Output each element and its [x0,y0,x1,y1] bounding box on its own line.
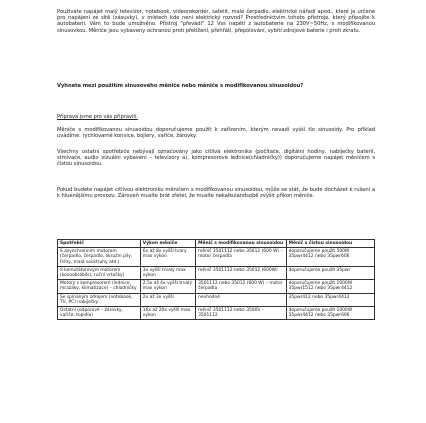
table-cell: Se spínaným zdrojem (notebook, TV, PC) nabíječky [58,293,141,306]
table-row [58,248,375,267]
intro-paragraph: Používáte napájet malý televizor, notebook, videorekordér, satelit, malé čerpadlo, elektrické nářadí apod., které je určené pro napájení ze sítě (zásuvky), v místech kde není elektrický rozvod? Prostřednictvím tohoto přístroje, který připojíte k autobaterii. Vám to bude umožněno. Přístroj "převádí" 12 Vss napětí z autobaterie na 230V~50Hz, s modifikovanou sinusovkou. Měniče jsou vybaveny ochranou proti přetížení, přehřátí, přepólování, vybití zdrojové baterie i proti zkratu. [57,9,375,34]
table-cell: doporučujeme použít 1000W 35pwr4412 nebo 35pwr606 [286,307,374,320]
table-cell: S komutátorovým motorem (kovoobráběcí, ruční vrtačky) [58,266,141,279]
table-cell: doporučujeme použít 500W 35pwr4412 nebo 35pwr606 [286,248,374,267]
table-header-cell: Výkon měniče [140,240,195,248]
table-header-cell: Spotřebič [58,240,141,248]
table-cell: 2x až 3x vyšší [140,293,195,306]
table-cell: S asynchronním motorem (čerpadlo, čerpadlo, okružní pily, frézy, malá soustruhy atd.) [58,248,141,267]
table-cell: měnič 3501112 nebo 35012 (600W) [196,266,286,279]
table-cell: měnič 3501112 nebo 3500V – 3501112 [196,307,286,320]
table-cell: 35pwr412 nebo 35pwr4412 [286,293,374,306]
recommendation-heading: Příprava jsme pro vás připravili: [57,114,138,120]
table-row [58,307,375,320]
table-cell: měnič 3501112 nebo 35612 (600 W) – motor čerpadla [196,248,286,267]
table-cell: 3501112 nebo 35012 (600 W) – motor čerpadla [196,280,286,293]
paragraph-2: Všechny ostatní spotřebiče nebývají označovány jako citlivá elektronika (počítače, digitální hodiny, nabíječky baterií, stmívače, audio vizuální vybavení – televizory a), kompresorové lednice(chladničky)) doporučujeme napájet měničem s čistou sinusoidou. [57,149,375,168]
table-cell: Motory s kompresorem (lednice, mrazáky, klimatizace) – chladničky [58,280,141,293]
paragraph-3: Pokud budete napájet citlivou elektroniku měničem s modifikovanou sinusoidou, může se stát, že bude docházet k rušení a k hluenějšímu provozu. Zároveň musíte brát zřetel, že musíte nekalkulandsobě zvýšit příkon měniče. [57,187,375,200]
table-header-cell: Měnič s čistou sinusoidou [286,240,374,248]
table-row [58,280,375,293]
paragraph-1: Měniče s modifikovanou sinusoidou doporučujeme použít k zařízením, kterým nevadí vyšší tlo sinusoidy. Pro příklad uvádíme: rychlovarné konvice, bojlery, vařiče, žárovky. [57,127,375,140]
table-cell: 3x vyšší trvalý max výkon [140,266,195,279]
table-row [58,293,375,306]
table-row [58,266,375,279]
comparison-table [57,239,375,320]
table-cell: doporučujeme použít 1000W 35pwr1512 nebo 35pwr4412 [286,280,374,293]
table-cell: doporučujeme použít 35pwr [286,266,374,279]
table-cell: 2,5x až 4x vyšší trvalý max výkon [140,280,195,293]
table-cell: Ostatní (odporové – žárovky, vařiče, topidla) [58,307,141,320]
table-cell: nevhodné [196,293,286,306]
table-cell: 6x až 8x vyšší tvary max výkon [140,248,195,267]
table-header-cell: Měnič s modifikovanou sinusoidou [196,240,286,248]
table-header-row [58,240,375,248]
table-cell: 16x až 20x vyšší max výkon [140,307,195,320]
question-heading: Vyhnete mezi použitím sinusového měniče nebo měniče s modifikovanou sinusoidou? [57,83,304,89]
